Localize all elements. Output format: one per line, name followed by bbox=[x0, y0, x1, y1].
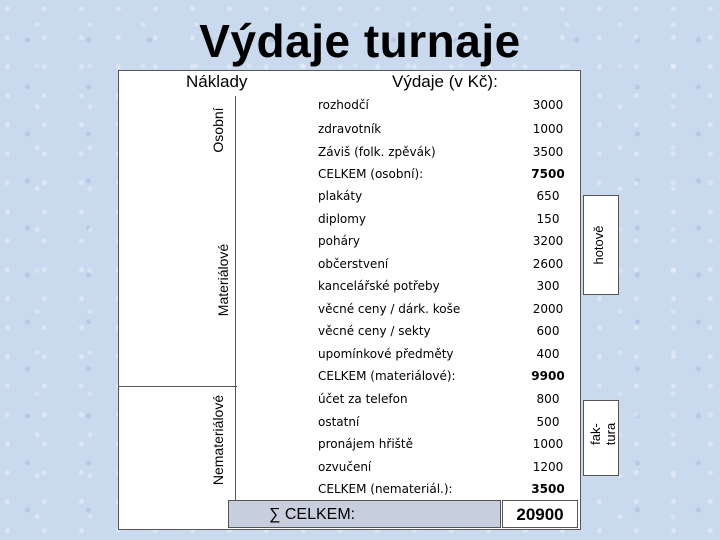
list-item bbox=[310, 434, 580, 455]
item-name: CELKEM (osobní): bbox=[318, 167, 424, 181]
item-name: Záviš (folk. zpěvák) bbox=[318, 145, 436, 159]
payment-invoice-label-top: fak- bbox=[588, 423, 603, 445]
expenses-header: Výdaje (v Kč): bbox=[392, 72, 498, 91]
subtotal-row bbox=[310, 479, 580, 500]
item-value: 500 bbox=[536, 415, 560, 429]
list-item bbox=[310, 276, 580, 297]
item-value: 9900 bbox=[531, 369, 565, 383]
item-name: kancelářské potřeby bbox=[318, 279, 440, 293]
list-item bbox=[310, 142, 580, 163]
list-item bbox=[310, 231, 580, 252]
group-nonmaterial-label: Nemateriálové bbox=[210, 394, 226, 486]
item-name: pronájem hřiště bbox=[318, 437, 414, 451]
item-value: 3000 bbox=[532, 98, 564, 112]
item-name: CELKEM (nemateriál.): bbox=[318, 482, 453, 496]
list-item bbox=[310, 95, 580, 116]
item-name: poháry bbox=[318, 234, 360, 248]
item-value: 2000 bbox=[532, 302, 564, 316]
grand-total-label: ∑ CELKEM: bbox=[228, 500, 501, 528]
item-name: CELKEM (materiálové): bbox=[318, 369, 456, 383]
group-column-divider bbox=[235, 96, 236, 500]
item-name: rozhodčí bbox=[318, 98, 369, 112]
item-name: věcné ceny / sekty bbox=[318, 324, 431, 338]
item-name: občerstvení bbox=[318, 257, 389, 271]
item-value: 300 bbox=[536, 279, 560, 293]
item-value: 3200 bbox=[532, 234, 564, 248]
item-name: zdravotník bbox=[318, 122, 382, 136]
list-item bbox=[310, 344, 580, 365]
item-value: 3500 bbox=[531, 482, 565, 496]
item-value: 1000 bbox=[532, 122, 564, 136]
item-name: účet za telefon bbox=[318, 392, 408, 406]
item-value: 7500 bbox=[531, 167, 565, 181]
page-title: Výdaje turnaje bbox=[199, 15, 521, 67]
payment-invoice-label-bottom: tura bbox=[603, 422, 618, 446]
list-item bbox=[310, 389, 580, 410]
item-value: 650 bbox=[536, 189, 560, 203]
grand-total-value: 20900 bbox=[502, 500, 578, 528]
item-value: 1000 bbox=[532, 437, 564, 451]
item-value: 1200 bbox=[532, 460, 564, 474]
group-personal-label: Osobní bbox=[210, 107, 226, 153]
list-item bbox=[310, 119, 580, 140]
item-name: plakáty bbox=[318, 189, 363, 203]
group-divider-material-nonmaterial bbox=[119, 386, 237, 387]
item-value: 600 bbox=[536, 324, 560, 338]
list-item bbox=[310, 412, 580, 433]
item-name: věcné ceny / dárk. koše bbox=[318, 302, 461, 316]
item-value: 800 bbox=[536, 392, 560, 406]
item-name: ostatní bbox=[318, 415, 360, 429]
list-item bbox=[310, 321, 580, 342]
list-item bbox=[310, 254, 580, 275]
item-value: 2600 bbox=[532, 257, 564, 271]
costs-header: Náklady bbox=[186, 72, 248, 91]
item-value: 400 bbox=[536, 347, 560, 361]
list-item bbox=[310, 299, 580, 320]
item-name: diplomy bbox=[318, 212, 367, 226]
item-value: 150 bbox=[536, 212, 560, 226]
subtotal-row bbox=[310, 164, 580, 185]
list-item bbox=[310, 186, 580, 207]
item-name: ozvučení bbox=[318, 460, 372, 474]
group-material-label: Materiálové bbox=[215, 243, 231, 317]
item-name: upomínkové předměty bbox=[318, 347, 454, 361]
list-item bbox=[310, 457, 580, 478]
payment-cash-label: hotově bbox=[591, 225, 606, 265]
item-value: 3500 bbox=[532, 145, 564, 159]
list-item bbox=[310, 209, 580, 230]
subtotal-row bbox=[310, 366, 580, 387]
